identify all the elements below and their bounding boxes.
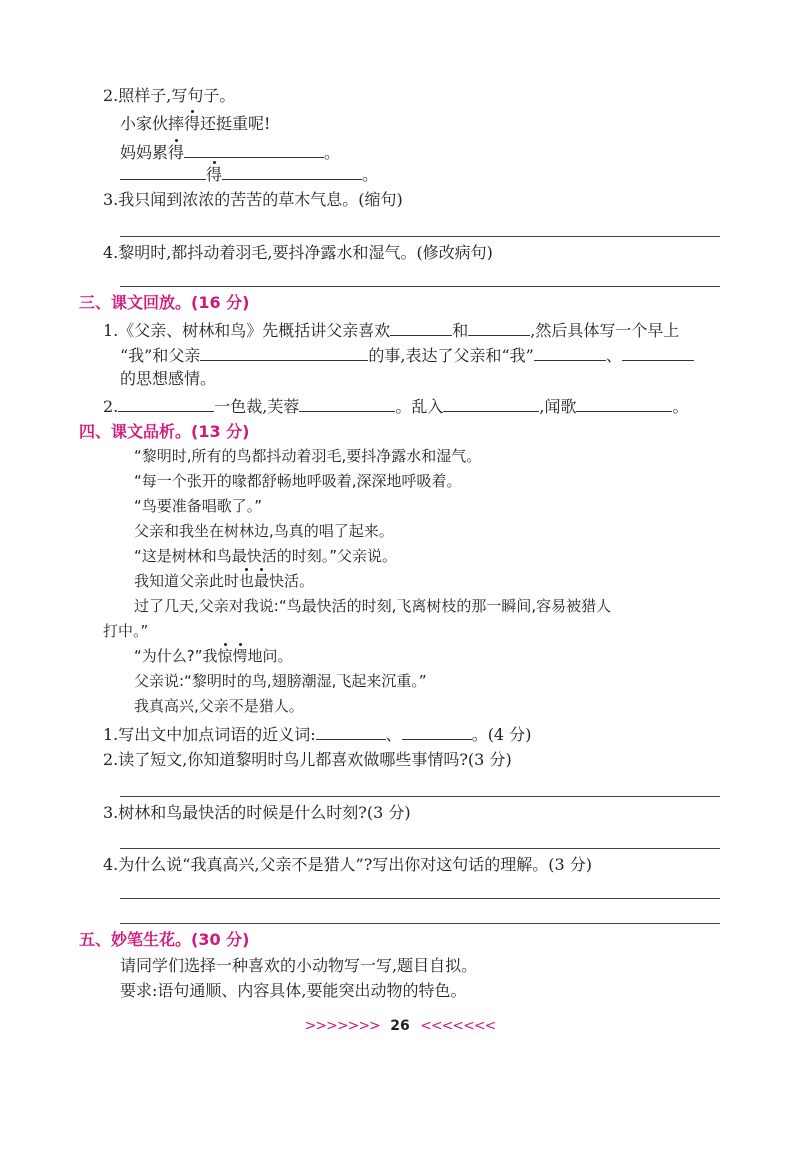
answer-blank[interactable]	[200, 345, 368, 361]
passage-para: 父亲说:“黎明时的鸟,翅膀潮湿,飞起来沉重。”	[134, 672, 427, 690]
answer-blank[interactable]	[299, 396, 395, 412]
dotted-char: 得	[168, 143, 185, 162]
section-4-title: 四、课文品析。(13 分)	[79, 422, 250, 441]
sec4-q2: 2.读了短文,你知道黎明时鸟儿都喜欢做哪些事情吗?(3 分)	[103, 750, 512, 769]
page-footer	[0, 1018, 800, 1034]
answer-blank[interactable]	[576, 396, 672, 412]
passage-para: “鸟要准备唱歌了。”	[134, 497, 263, 515]
answer-blank[interactable]	[184, 142, 324, 158]
dotted-char: 最	[254, 572, 270, 590]
answer-blank[interactable]	[120, 164, 206, 180]
answer-line[interactable]	[120, 286, 720, 287]
sec4-q4: 4.为什么说“我真高兴,父亲不是猎人”?写出你对这句话的理解。(3 分)	[103, 855, 593, 874]
q4-text: 4.黎明时,都抖动着羽毛,要抖净露水和湿气。(修改病句)	[103, 243, 493, 262]
q2-title: 2.照样子,写句子。	[103, 86, 236, 105]
sec4-q1: 1.写出文中加点词语的近义词: 、 。(4 分)	[103, 725, 532, 744]
q3-text: 3.我只闻到浓浓的苦苦的草木气息。(缩句)	[103, 190, 403, 209]
passage-para: “为什么?”我惊愕地问。	[134, 647, 293, 665]
answer-line[interactable]	[120, 796, 720, 797]
sec3-line-2: “我”和父亲 的事,表达了父亲和“我” 、	[120, 345, 694, 366]
passage-para: “这是树林和鸟最快活的时刻。”父亲说。	[134, 547, 398, 565]
answer-blank[interactable]	[402, 724, 472, 740]
passage-para: “每一个张开的喙都舒畅地呼吸着,深深地呼吸着。	[134, 472, 462, 490]
dotted-char: 惊	[217, 647, 233, 665]
answer-blank[interactable]	[118, 396, 214, 412]
page-number: 26	[390, 1018, 410, 1034]
left-arrows-decoration: <<<<<<<	[420, 1018, 496, 1034]
dotted-char: 愕	[232, 647, 248, 665]
answer-blank[interactable]	[390, 320, 452, 336]
sec3-line-4: 2. 一色裁,芙蓉 。乱入 ,闻歌 。	[103, 397, 689, 416]
answer-blank[interactable]	[316, 724, 386, 740]
dotted-char: 得	[184, 114, 201, 133]
sec3-line-1: 1.《父亲、树林和鸟》先概括讲父亲喜欢 和 ,然后具体写一个早上	[103, 321, 680, 340]
passage-para: 我真高兴,父亲不是猎人。	[134, 697, 304, 715]
answer-line[interactable]	[120, 848, 720, 849]
dotted-char: 得	[206, 165, 223, 184]
section-3-title: 三、课文回放。(16 分)	[79, 293, 250, 312]
sec5-line-1: 请同学们选择一种喜欢的小动物写一写,题目自拟。	[120, 956, 478, 975]
passage-para: “黎明时,所有的鸟都抖动着羽毛,要抖净露水和湿气。	[134, 447, 482, 465]
q2-line-3: 得 。	[120, 164, 378, 185]
answer-blank[interactable]	[622, 345, 694, 361]
answer-blank[interactable]	[534, 345, 606, 361]
q2-line-2: 妈妈累得 。	[120, 143, 341, 162]
answer-line[interactable]	[120, 923, 720, 924]
passage-para: 打中。”	[103, 622, 149, 640]
answer-line[interactable]	[120, 236, 720, 237]
dotted-char: 也	[239, 572, 255, 590]
sec3-line-3: 的思想感情。	[120, 369, 217, 388]
answer-line[interactable]	[120, 898, 720, 899]
sec5-line-2: 要求:语句通顺、内容具体,要能突出动物的特色。	[120, 981, 467, 1000]
answer-blank[interactable]	[443, 396, 539, 412]
sec4-q3: 3.树林和鸟最快活的时候是什么时刻?(3 分)	[103, 803, 411, 822]
answer-blank[interactable]	[222, 164, 362, 180]
section-5-title: 五、妙笔生花。(30 分)	[79, 930, 250, 949]
passage-para: 父亲和我坐在树林边,鸟真的唱了起来。	[134, 522, 394, 540]
q2-example: 小家伙摔得还挺重呢!	[120, 114, 271, 133]
passage-para: 我知道父亲此时也最快活。	[134, 572, 315, 590]
answer-blank[interactable]	[468, 320, 530, 336]
passage-para: 过了几天,父亲对我说:“鸟最快活的时刻,飞离树枝的那一瞬间,容易被猎人	[134, 597, 612, 615]
right-arrows-decoration: >>>>>>>	[304, 1018, 380, 1034]
